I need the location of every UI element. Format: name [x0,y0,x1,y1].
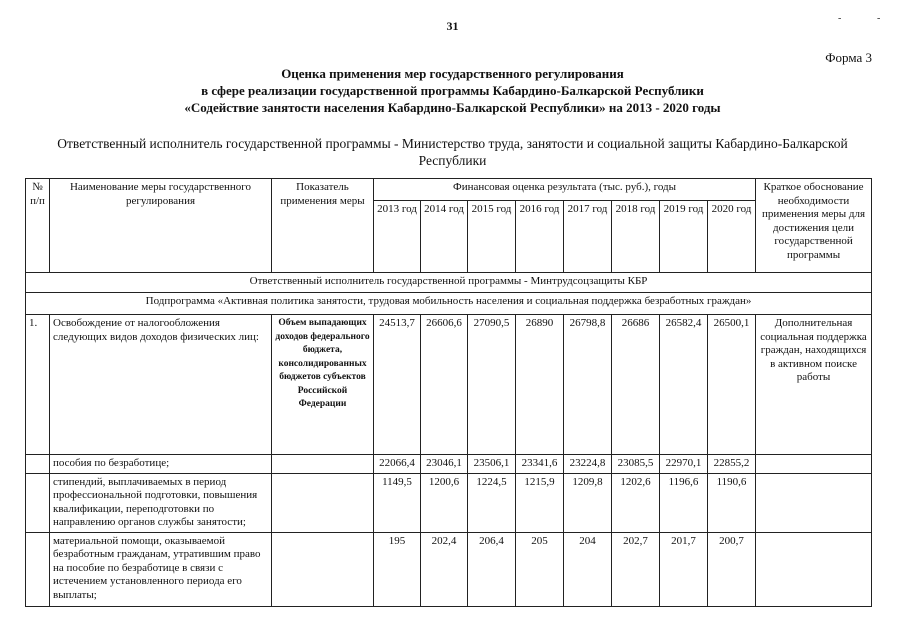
row-indicator [272,532,374,606]
title-line-2: в сфере реализации государственной программы Кабардино-Балкарской Республики [201,83,704,98]
row-value: 1196,6 [660,473,708,532]
year-2018: 2018 год [612,201,660,273]
section-executor-row [26,273,872,293]
row-value: 1209,8 [564,473,612,532]
scan-speck: ‐ [838,13,842,24]
row-value: 26890 [516,315,564,455]
row-value: 26582,4 [660,315,708,455]
row-indicator: Объем выпадающих доходов федерального бюджета, консолидированных бюджетов субъектов Российской Федерации [272,315,374,455]
table-row [26,315,872,455]
row-value: 1200,6 [421,473,468,532]
header-num: № п/п [26,179,50,273]
row-justification [756,473,872,532]
table-row [26,455,872,474]
year-2017: 2017 год [564,201,612,273]
row-value: 195 [374,532,421,606]
row-justification [756,532,872,606]
row-value: 1190,6 [708,473,756,532]
header-row [26,179,872,201]
year-2019: 2019 год [660,201,708,273]
row-value: 23085,5 [612,455,660,474]
row-value: 26686 [612,315,660,455]
section-subprogram: Подпрограмма «Активная политика занятости, трудовая мобильность населения и социальная поддержка безработных граждан» [26,293,872,315]
row-justification [756,455,872,474]
row-value: 26500,1 [708,315,756,455]
row-value: 23224,8 [564,455,612,474]
row-value: 202,7 [612,532,660,606]
scan-speck: ‐ [877,13,881,24]
section-subprogram-row [26,293,872,315]
table-row [26,473,872,532]
page-number: 31 [446,19,459,33]
row-value: 1202,6 [612,473,660,532]
row-value: 1149,5 [374,473,421,532]
year-2014: 2014 год [421,201,468,273]
row-measure: материальной помощи, оказываемой безработным гражданам, утратившим право на пособие по безработице в связи с истечением установленного периода его выплаты; [50,532,272,606]
table-row [26,532,872,606]
row-measure: стипендий, выплачиваемых в период профессиональной подготовки, повышения квалификации, переподготовки по направлению органов службы занятости; [50,473,272,532]
header-financial: Финансовая оценка результата (тыс. руб.), годы [374,179,756,201]
row-value: 204 [564,532,612,606]
row-value: 1224,5 [468,473,516,532]
row-value: 22066,4 [374,455,421,474]
row-value: 1215,9 [516,473,564,532]
row-value: 22970,1 [660,455,708,474]
responsible-executor: Ответственный исполнитель государственной программы - Министерство труда, занятости и социальной защиты Кабардино-Балкарской Республики [57,136,848,168]
row-justification: Дополнительная социальная поддержка граждан, находящихся в активном поиске работы [756,315,872,455]
row-value: 205 [516,532,564,606]
row-value: 26606,6 [421,315,468,455]
row-value: 23046,1 [421,455,468,474]
year-2016: 2016 год [516,201,564,273]
row-indicator [272,473,374,532]
row-value: 200,7 [708,532,756,606]
row-value: 22855,2 [708,455,756,474]
year-2020: 2020 год [708,201,756,273]
title-line-3: «Содействие занятости населения Кабардино-Балкарской Республики» на 2013 - 2020 годы [184,100,721,115]
header-indicator: Показатель применения меры [272,179,374,273]
row-num [26,473,50,532]
row-value: 201,7 [660,532,708,606]
year-2013: 2013 год [374,201,421,273]
header-measure: Наименование меры государственного регулирования [50,179,272,273]
document-title [0,65,905,116]
row-value: 23341,6 [516,455,564,474]
row-num [26,455,50,474]
title-line-1: Оценка применения мер государственного регулирования [281,66,624,81]
row-value: 27090,5 [468,315,516,455]
row-value: 206,4 [468,532,516,606]
regulation-measures-table [25,178,872,607]
form-label: Форма 3 [825,50,872,65]
row-num [26,532,50,606]
row-measure: пособия по безработице; [50,455,272,474]
row-value: 202,4 [421,532,468,606]
row-measure: Освобождение от налогообложения следующих видов доходов физических лиц: [50,315,272,455]
row-value: 24513,7 [374,315,421,455]
header-justification: Краткое обоснование необходимости применения меры для достижения цели государственной программы [756,179,872,273]
row-value: 23506,1 [468,455,516,474]
row-num: 1. [26,315,50,455]
row-value: 26798,8 [564,315,612,455]
year-2015: 2015 год [468,201,516,273]
row-indicator [272,455,374,474]
section-executor: Ответственный исполнитель государственной программы - Минтрудсоцзащиты КБР [26,273,872,293]
